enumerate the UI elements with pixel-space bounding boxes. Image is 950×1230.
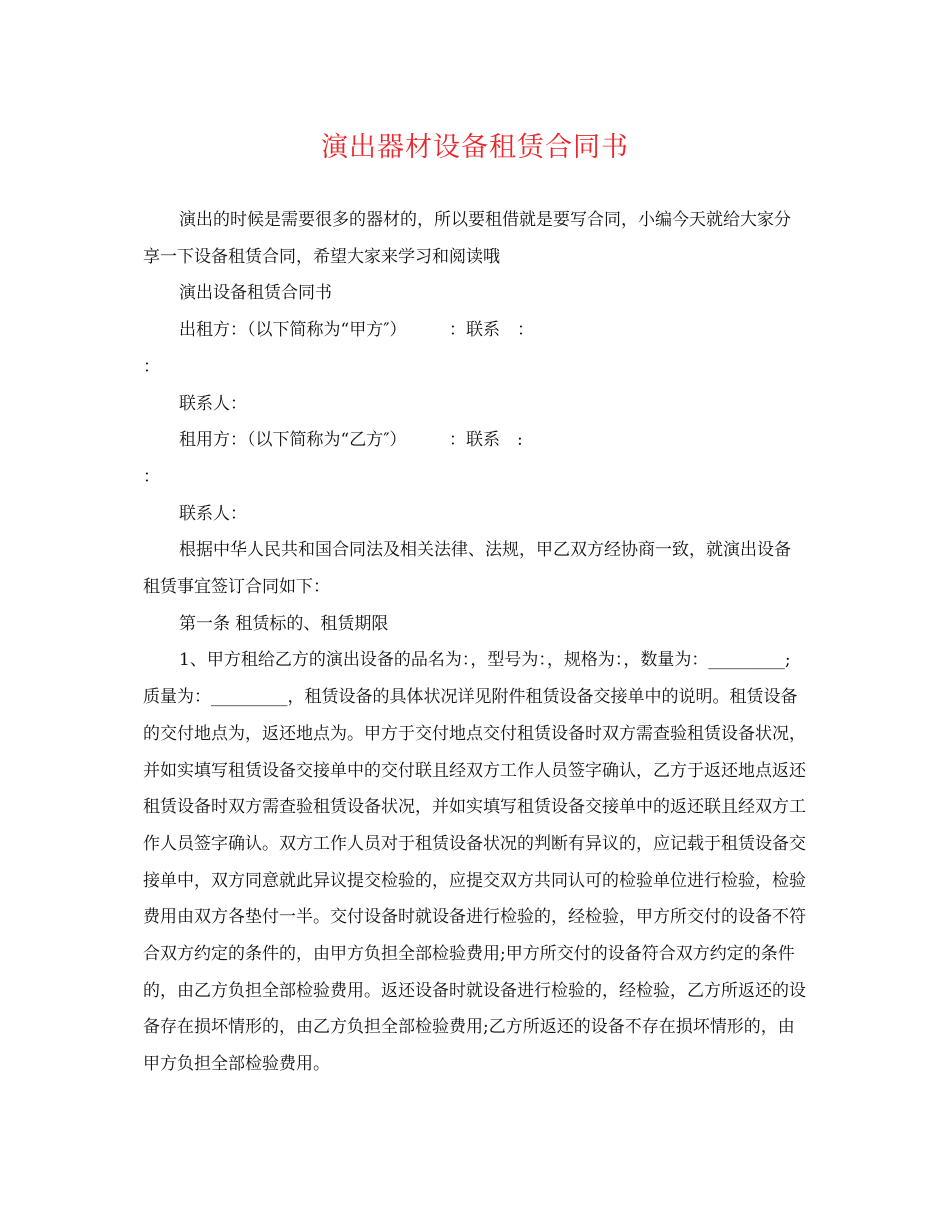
lessor-line: 出租方：（以下简称为“甲方″） ：联系 ： bbox=[179, 320, 535, 341]
lessee-contact: 联系人： bbox=[179, 503, 247, 524]
basis-paragraph: 根据中华人民共和国合同法及相关法律、法规，甲乙双方经协商一致，就演出设备租赁事宜签订合同如下： bbox=[143, 540, 791, 598]
document-body bbox=[143, 202, 807, 1083]
document-title: 演出器材设备租赁合同书 bbox=[321, 132, 629, 163]
intro-paragraph: 演出的时候是需要很多的器材的，所以要租借就是要写合同，小编今天就给大家分享一下设备租赁合同，希望大家来学习和阅读哦 bbox=[143, 210, 791, 267]
lessor-colon: ： bbox=[143, 356, 160, 377]
lessee-colon: ： bbox=[143, 466, 160, 487]
contract-heading: 演出设备租赁合同书 bbox=[179, 283, 332, 304]
lessee-line: 租用方：（以下简称为“乙方″） ：联系 : bbox=[179, 430, 523, 451]
clause-1-paragraph: 1、甲方租给乙方的演出设备的品名为：，型号为：，规格为：，数量为：_________;质量为：_________，租赁设备的具体状况详见附件租赁设备交接单中的说明。租赁设备的交付地点为，返还地点为。甲方于交付地点交付租赁设备时双方需查验租赁设备状况，并如实填写租赁设备交接单中的交付联且经双方工作人员签字确认，乙方于返还地点返还租赁设备时双方需查验租赁设备状况，并如实填写租赁设备交接单中的返还联且经双方工作人员签字确认。双方工作人员对于租赁设备状况的判断有异议的，应记载于租赁设备交接单中，双方同意就此异议提交检验的，应提交双方共同认可的检验单位进行检验，检验费用由双方各垫付一半。交付设备时就设备进行检验的，经检验，甲方所交付的设备不符合双方约定的条件的，由甲方负担全部检验费用;甲方所交付的设备符合双方约定的条件的，由乙方负担全部检验费用。返还设备时就设备进行检验的，经检验，乙方所返还的设备存在损坏情形的，由乙方负担全部检验费用;乙方所返还的设备不存在损坏情形的，由甲方负担全部检验费用。 bbox=[143, 650, 806, 1075]
article-1-title: 第一条 租赁标的、租赁期限 bbox=[179, 613, 389, 634]
lessor-contact: 联系人： bbox=[179, 393, 247, 414]
